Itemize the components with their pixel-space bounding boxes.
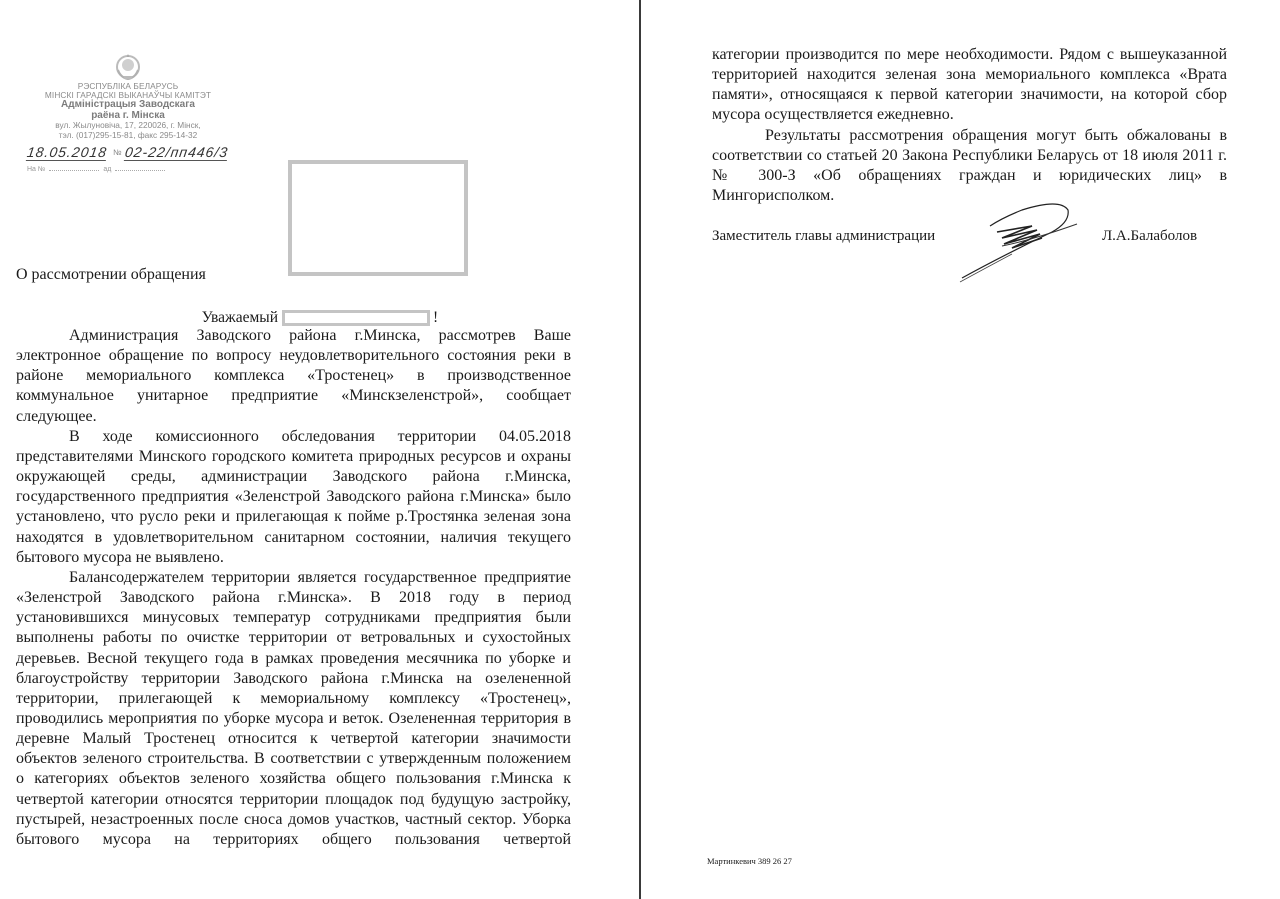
- handwritten-signature-icon: [942, 196, 1092, 286]
- reference-date-blank: [115, 170, 165, 171]
- salutation: Уважаемый: [201, 309, 279, 326]
- signatory-name: Л.А.Балаболов: [1102, 228, 1198, 244]
- body-paragraph: Результаты рассмотрения обращения могут быть обжалованы в соответствии со статьей 20 Закона Республики Беларусь от 18 июля 2011 г. № 300-З «Об обращениях граждан и юридических лиц» в Мингорисполком.: [712, 126, 1227, 205]
- body-paragraph: Администрация Заводского района г.Минска, рассмотрев Ваше электронное обращение по вопросу неудовлетворительного состояния реки в районе мемориального комплекса «Тростенец» в производственное коммунальное унитарное предприятие «Минскзеленстрой», сообщает следующее.: [16, 327, 571, 425]
- letter-subject: О рассмотрении обращения: [16, 266, 206, 283]
- letter-body-page-2: [712, 45, 1227, 206]
- addressee-redaction-box: [288, 160, 468, 276]
- recipient-name-redaction: [282, 310, 430, 326]
- body-paragraph: Балансодержателем территории является государственное предприятие «Зеленстрой Заводского района г.Минска». В 2018 году в период установившихся минусовых температур сотрудниками предприятия были выполнены работы по очистке территории от ветровальных и сухостойных деревьев. Весной текущего года в рамках проведения месячника по уборке и благоустройству территории Заводского района г.Минска на озелененной территории, прилегающей к мемориальному комплексу «Тростенец», проводились мероприятия по уборке мусора и веток. Озелененная территория в деревне Малый Тростенец относится к четвертой категории значимости объектов зеленого строительства. В соответствии с утвержденным положением о категориях объектов зеленого хозяйства общего пользования г.Минска к четвертой категории относятся территории площадок под будущую застройку, пустырей, незастроенных после сноса домов участков, частный сектор. Уборка бытового мусора на территориях общего пользования четвертой: [16, 568, 571, 848]
- registration-line: [27, 144, 267, 162]
- greeting: [0, 309, 640, 327]
- signature-block: [712, 228, 1232, 288]
- greeting-exclamation: !: [433, 309, 439, 326]
- letter-page-1: [0, 0, 639, 899]
- reference-label: На №: [27, 166, 46, 173]
- reference-blank: [49, 170, 99, 171]
- state-emblem-icon: [113, 52, 143, 82]
- executor-contact: Мартинкевич 389 26 27: [707, 856, 792, 866]
- registration-number-label: №: [113, 148, 122, 157]
- page-divider: [639, 0, 641, 899]
- signatory-title: Заместитель главы администрации: [712, 228, 936, 244]
- letter-page-2: [642, 0, 1280, 899]
- letterhead-committee: МІНСКІ ГАРАДСКІ ВЫКАНАЎЧЫ КАМІТЭТ: [44, 90, 212, 100]
- reference-line: [27, 166, 169, 173]
- letterhead-org-line1: Адміністрацыя Заводскага: [61, 99, 195, 110]
- body-paragraph: В ходе комиссионного обследования территории 04.05.2018 представителями Минского городского комитета природных ресурсов и охраны окружающей среды, администрации Заводского района г.Минска, государственного предприятия «Зеленстрой Заводского района г.Минска» было установлено, что русло реки и прилегающая к пойме р.Тростянка зеленая зона находятся в удовлетворительном санитарном состоянии, наличия текущего бытового мусора не выявлено.: [16, 427, 571, 566]
- letterhead-phones: тэл. (017)295-15-81, факс 295-14-32: [58, 129, 198, 140]
- registration-number: 02-22/пп446/3: [123, 144, 230, 160]
- letterhead-address: вул. Жылуновіча, 17, 220026, г. Мінск,: [55, 120, 201, 130]
- letter-body-page-1: [16, 326, 571, 850]
- registration-date: 18.05.2018: [25, 144, 109, 160]
- body-paragraph: категории производится по мере необходимости. Рядом с вышеуказанной территорией находится зеленая зона мемориального комплекса «Врата памяти», относящаяся к первой категории значимости, на которой сбор мусора осуществляется ежедневно.: [712, 46, 1227, 124]
- letterhead-country: РЭСПУБЛІКА БЕЛАРУСЬ: [77, 81, 179, 91]
- letterhead: [18, 52, 238, 140]
- reference-from-label: ад: [103, 166, 112, 173]
- letterhead-org-line2: раёна г. Мінска: [91, 109, 165, 121]
